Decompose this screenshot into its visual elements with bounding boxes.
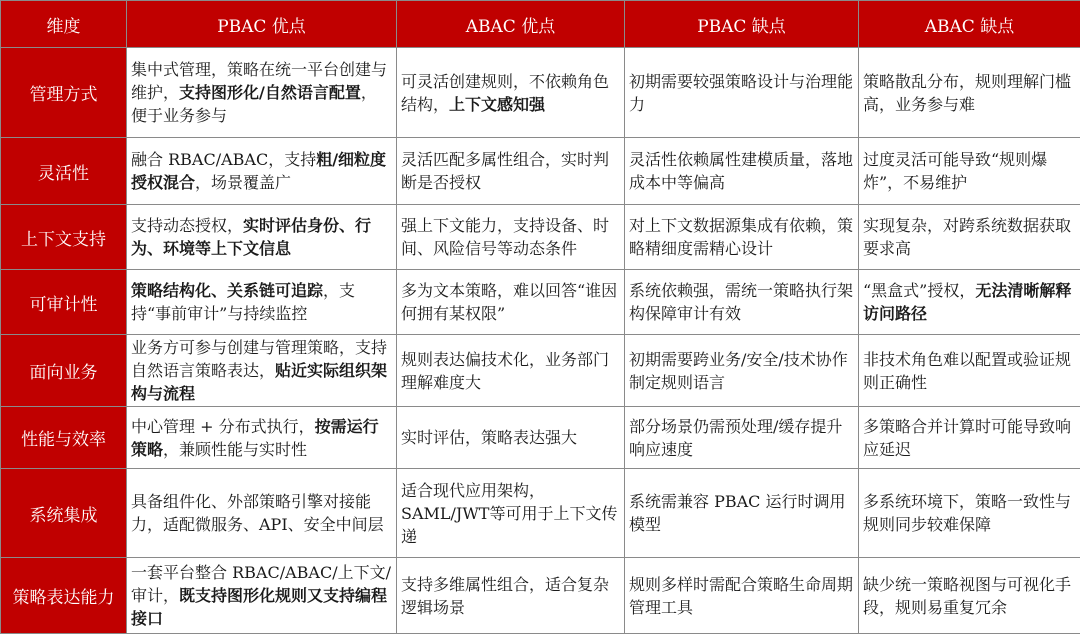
pbac-pros-cell bbox=[127, 48, 397, 138]
dimension-cell: 可审计性 bbox=[1, 270, 127, 335]
cell-bold-text: 粗/细粒度授权混合 bbox=[131, 150, 386, 192]
cell-text: 初期需要较强策略设计与治理能力 bbox=[629, 72, 853, 114]
abac-cons-cell bbox=[859, 48, 1080, 138]
abac-pros-cell bbox=[397, 558, 625, 634]
cell-text: 可灵活创建规则，不依赖角色结构， bbox=[401, 72, 609, 114]
abac-pros-cell bbox=[397, 48, 625, 138]
cell-text: 规则表达偏技术化，业务部门理解难度大 bbox=[401, 350, 609, 392]
cell-text: “黑盒式”授权， bbox=[863, 281, 975, 300]
table-row bbox=[1, 407, 1080, 469]
header-abac-pros: ABAC 优点 bbox=[397, 1, 625, 48]
cell-bold-text: 贴近实际组织架构与流程 bbox=[131, 361, 387, 403]
table-body bbox=[1, 48, 1080, 634]
abac-pros-cell bbox=[397, 138, 625, 205]
header-pbac-cons: PBAC 缺点 bbox=[625, 1, 859, 48]
cell-text: 业务方可参与创建与管理策略，支持自然语言策略表达， bbox=[131, 338, 387, 380]
cell-text: 对上下文数据源集成有依赖，策略精细度需精心设计 bbox=[629, 216, 853, 258]
pbac-pros-cell bbox=[127, 335, 397, 407]
cell-text: 系统需兼容 PBAC 运行时调用模型 bbox=[629, 492, 846, 534]
cell-text: 过度灵活可能导致“规则爆炸”，不易维护 bbox=[863, 150, 1047, 192]
cell-text: ，支持“事前审计”与持续监控 bbox=[131, 281, 355, 323]
cell-text: 支持多维属性组合，适合复杂逻辑场景 bbox=[401, 575, 609, 617]
cell-text: 规则多样时需配合策略生命周期管理工具 bbox=[629, 575, 853, 617]
pbac-cons-cell bbox=[625, 270, 859, 335]
pbac-cons-cell bbox=[625, 138, 859, 205]
pbac-pros-cell bbox=[127, 205, 397, 270]
table-row bbox=[1, 138, 1080, 205]
table-row bbox=[1, 558, 1080, 634]
abac-pros-cell bbox=[397, 205, 625, 270]
abac-cons-cell bbox=[859, 138, 1080, 205]
dimension-cell: 上下文支持 bbox=[1, 205, 127, 270]
cell-text: 非技术角色难以配置或验证规则正确性 bbox=[863, 350, 1071, 392]
dimension-cell: 性能与效率 bbox=[1, 407, 127, 469]
dimension-cell: 灵活性 bbox=[1, 138, 127, 205]
cell-text: 实现复杂，对跨系统数据获取要求高 bbox=[863, 216, 1071, 258]
pbac-pros-cell bbox=[127, 469, 397, 558]
cell-bold-text: 策略结构化、关系链可追踪 bbox=[131, 281, 323, 300]
table-row bbox=[1, 335, 1080, 407]
cell-text: ，兼顾性能与实时性 bbox=[163, 440, 307, 459]
abac-cons-cell bbox=[859, 407, 1080, 469]
abac-cons-cell bbox=[859, 205, 1080, 270]
cell-text: 具备组件化、外部策略引擎对接能力，适配微服务、API、安全中间层 bbox=[131, 492, 384, 534]
dimension-cell: 管理方式 bbox=[1, 48, 127, 138]
pbac-cons-cell bbox=[625, 407, 859, 469]
cell-text: 一套平台整合 RBAC/ABAC/上下文/审计， bbox=[131, 563, 391, 605]
abac-pros-cell bbox=[397, 270, 625, 335]
cell-text: 系统依赖强，需统一策略执行架构保障审计有效 bbox=[629, 281, 853, 323]
pbac-cons-cell bbox=[625, 48, 859, 138]
abac-pros-cell bbox=[397, 407, 625, 469]
dimension-cell: 系统集成 bbox=[1, 469, 127, 558]
table-row bbox=[1, 48, 1080, 138]
table-row bbox=[1, 469, 1080, 558]
pbac-pros-cell bbox=[127, 270, 397, 335]
cell-text: 灵活匹配多属性组合，实时判断是否授权 bbox=[401, 150, 609, 192]
cell-text: 集中式管理，策略在统一平台创建与维护， bbox=[131, 60, 387, 102]
abac-cons-cell bbox=[859, 469, 1080, 558]
cell-text: 适合现代应用架构，SAML/JWT等可用于上下文传递 bbox=[401, 481, 617, 546]
cell-bold-text: 既支持图形化规则又支持编程接口 bbox=[131, 586, 387, 628]
cell-text: 实时评估，策略表达强大 bbox=[401, 428, 577, 447]
cell-text: 部分场景仍需预处理/缓存提升响应速度 bbox=[629, 417, 842, 459]
cell-bold-text: 实时评估身份、行为、环境等上下文信息 bbox=[131, 216, 371, 258]
abac-cons-cell bbox=[859, 558, 1080, 634]
abac-pros-cell bbox=[397, 469, 625, 558]
cell-bold-text: 无法清晰解释访问路径 bbox=[863, 281, 1071, 323]
cell-text: 策略散乱分布，规则理解门槛高，业务参与难 bbox=[863, 72, 1071, 114]
cell-bold-text: 按需运行策略 bbox=[131, 417, 379, 459]
abac-cons-cell bbox=[859, 270, 1080, 335]
pbac-pros-cell bbox=[127, 407, 397, 469]
pbac-cons-cell bbox=[625, 205, 859, 270]
cell-text: 多系统环境下，策略一致性与规则同步较难保障 bbox=[863, 492, 1071, 534]
cell-text: 强上下文能力，支持设备、时间、风险信号等动态条件 bbox=[401, 216, 609, 258]
cell-text: 缺少统一策略视图与可视化手段，规则易重复冗余 bbox=[863, 575, 1071, 617]
cell-bold-text: 上下文感知强 bbox=[449, 95, 545, 114]
header-dimension: 维度 bbox=[1, 1, 127, 48]
pbac-pros-cell bbox=[127, 558, 397, 634]
abac-cons-cell bbox=[859, 335, 1080, 407]
abac-pros-cell bbox=[397, 335, 625, 407]
pbac-cons-cell bbox=[625, 335, 859, 407]
cell-text: 多策略合并计算时可能导致响应延迟 bbox=[863, 417, 1071, 459]
header-abac-cons: ABAC 缺点 bbox=[859, 1, 1080, 48]
cell-text: 支持动态授权， bbox=[131, 216, 243, 235]
cell-text: 中心管理 + 分布式执行， bbox=[131, 417, 315, 436]
pbac-cons-cell bbox=[625, 558, 859, 634]
header-pbac-pros: PBAC 优点 bbox=[127, 1, 397, 48]
cell-text: ，便于业务参与 bbox=[131, 83, 377, 125]
cell-text: 灵活性依赖属性建模质量，落地成本中等偏高 bbox=[629, 150, 853, 192]
cell-text: ，场景覆盖广 bbox=[195, 173, 291, 192]
dimension-cell: 策略表达能力 bbox=[1, 558, 127, 634]
cell-text: 融合 RBAC/ABAC，支持 bbox=[131, 150, 316, 169]
cell-text: 多为文本策略，难以回答“谁因何拥有某权限” bbox=[401, 281, 617, 323]
header-row bbox=[1, 1, 1080, 48]
dimension-cell: 面向业务 bbox=[1, 335, 127, 407]
cell-bold-text: 支持图形化/自然语言配置 bbox=[179, 83, 361, 102]
cell-text: 初期需要跨业务/安全/技术协作制定规则语言 bbox=[629, 350, 848, 392]
table-row bbox=[1, 270, 1080, 335]
pbac-pros-cell bbox=[127, 138, 397, 205]
pbac-cons-cell bbox=[625, 469, 859, 558]
table-row bbox=[1, 205, 1080, 270]
